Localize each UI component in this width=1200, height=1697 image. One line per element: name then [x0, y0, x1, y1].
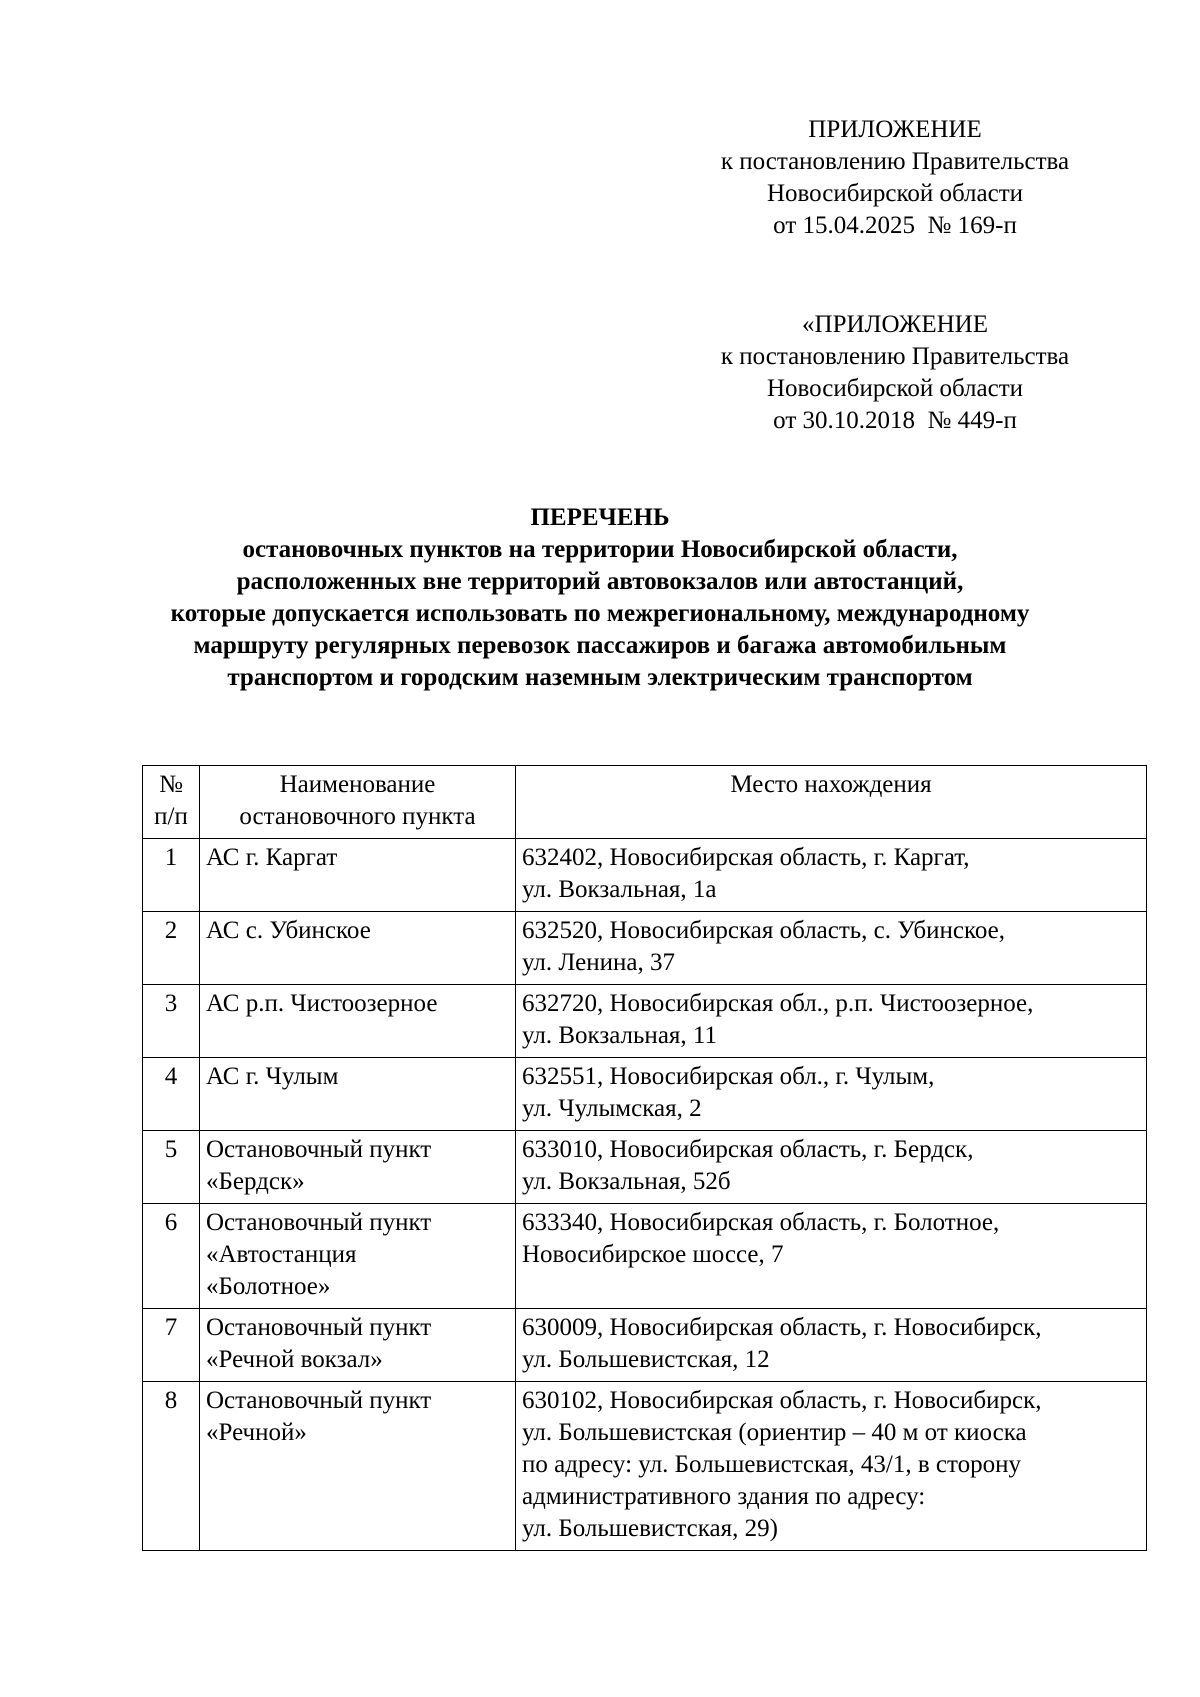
header-text: Место нахождения — [730, 771, 932, 798]
header-number — [143, 766, 200, 839]
table-row — [143, 839, 1147, 912]
location-cell — [516, 1058, 1147, 1131]
row-number: 2 — [143, 912, 200, 985]
stop-name-line: «Болотное» — [206, 1273, 331, 1300]
stop-name-line: АС с. Убинское — [206, 917, 371, 944]
location-cell — [516, 985, 1147, 1058]
heading-line: остановочных пунктов на территории Новосибирской области, — [242, 536, 958, 563]
header-text: п/п — [154, 803, 188, 830]
location-cell — [516, 839, 1147, 912]
location-line: ул. Большевистская, 12 — [522, 1346, 770, 1373]
location-cell — [516, 1382, 1147, 1551]
table-row — [143, 1058, 1147, 1131]
location-line: Новосибирское шоссе, 7 — [522, 1241, 784, 1268]
stops-table — [142, 765, 1147, 1551]
stop-name-cell — [200, 1131, 516, 1204]
location-line: ул. Вокзальная, 1а — [522, 876, 717, 903]
location-line: ул. Ленина, 37 — [522, 949, 675, 976]
location-line: ул. Большевистская, 29) — [522, 1515, 778, 1542]
header-text: Наименование — [279, 771, 436, 798]
table-header-row — [143, 766, 1147, 839]
location-cell — [516, 1204, 1147, 1309]
row-number: 1 — [143, 839, 200, 912]
appendix-line: к постановлению Правительства — [720, 148, 1070, 175]
location-line: административного здания по адресу: — [522, 1483, 926, 1510]
appendix-header-original — [690, 309, 1100, 437]
location-cell — [516, 1131, 1147, 1204]
location-line: ул. Большевистская (ориентир – 40 м от киоска — [522, 1419, 1027, 1446]
appendix-header-current — [690, 114, 1100, 242]
location-line: 632551, Новосибирская обл., г. Чулым, — [522, 1063, 935, 1090]
appendix-title: «ПРИЛОЖЕНИЕ — [802, 311, 988, 338]
table-row — [143, 1382, 1147, 1551]
row-number: 4 — [143, 1058, 200, 1131]
header-text: остановочного пункта — [239, 803, 476, 830]
heading-line: расположенных вне территорий автовокзалов или автостанций, — [236, 568, 964, 595]
appendix-date-number: от 30.10.2018 № 449-п — [773, 407, 1017, 434]
stop-name-line: «Речной вокзал» — [206, 1346, 383, 1373]
location-cell — [516, 912, 1147, 985]
appendix-date-number: от 15.04.2025 № 169-п — [773, 212, 1017, 239]
stop-name-line: «Автостанция — [206, 1241, 357, 1268]
location-line: по адресу: ул. Большевистская, 43/1, в сторону — [522, 1451, 1021, 1478]
row-number: 8 — [143, 1382, 200, 1551]
table-row — [143, 1309, 1147, 1382]
row-number: 3 — [143, 985, 200, 1058]
stop-name-line: АС г. Каргат — [206, 844, 338, 871]
stop-name-line: «Бердск» — [206, 1168, 305, 1195]
row-number: 7 — [143, 1309, 200, 1382]
table-row — [143, 1131, 1147, 1204]
stop-name-cell — [200, 985, 516, 1058]
document-title: ПЕРЕЧЕНЬ — [530, 504, 670, 531]
document-heading — [100, 502, 1100, 694]
stop-name-cell — [200, 912, 516, 985]
stop-name-line: Остановочный пункт — [206, 1136, 432, 1163]
stop-name-cell — [200, 1204, 516, 1309]
appendix-line: к постановлению Правительства — [720, 343, 1070, 370]
header-stop-name — [200, 766, 516, 839]
location-line: ул. Вокзальная, 11 — [522, 1022, 717, 1049]
stop-name-line: Остановочный пункт — [206, 1387, 432, 1414]
location-line: 632520, Новосибирская область, с. Убинское, — [522, 917, 1006, 944]
stop-name-cell — [200, 1382, 516, 1551]
location-line: 632720, Новосибирская обл., р.п. Чистоозерное, — [522, 990, 1034, 1017]
location-line: ул. Вокзальная, 52б — [522, 1168, 731, 1195]
stop-name-line: Остановочный пункт — [206, 1209, 432, 1236]
heading-line: которые допускается использовать по межрегиональному, международному — [170, 600, 1030, 627]
stop-name-line: АС г. Чулым — [206, 1063, 339, 1090]
stop-name-line: АС р.п. Чистоозерное — [206, 990, 438, 1017]
location-line: 630009, Новосибирская область, г. Новосибирск, — [522, 1314, 1042, 1341]
row-number: 6 — [143, 1204, 200, 1309]
location-line: 632402, Новосибирская область, г. Каргат, — [522, 844, 970, 871]
header-text: № — [159, 771, 183, 798]
location-cell — [516, 1309, 1147, 1382]
location-line: 633340, Новосибирская область, г. Болотное, — [522, 1209, 1000, 1236]
stop-name-cell — [200, 839, 516, 912]
table-row — [143, 912, 1147, 985]
stop-name-cell — [200, 1309, 516, 1382]
heading-line: маршруту регулярных перевозок пассажиров и багажа автомобильным — [193, 632, 1007, 659]
stop-name-cell — [200, 1058, 516, 1131]
table-body — [143, 839, 1147, 1551]
location-line: 633010, Новосибирская область, г. Бердск, — [522, 1136, 974, 1163]
appendix-line: Новосибирской области — [766, 375, 1024, 402]
location-line: 630102, Новосибирская область, г. Новосибирск, — [522, 1387, 1042, 1414]
appendix-line: Новосибирской области — [766, 180, 1024, 207]
appendix-title: ПРИЛОЖЕНИЕ — [808, 116, 982, 143]
table-row — [143, 985, 1147, 1058]
location-line: ул. Чулымская, 2 — [522, 1095, 702, 1122]
stop-name-line: «Речной» — [206, 1419, 307, 1446]
header-location — [516, 766, 1147, 839]
table-row — [143, 1204, 1147, 1309]
heading-line: транспортом и городским наземным электрическим транспортом — [227, 664, 973, 691]
stop-name-line: Остановочный пункт — [206, 1314, 432, 1341]
row-number: 5 — [143, 1131, 200, 1204]
